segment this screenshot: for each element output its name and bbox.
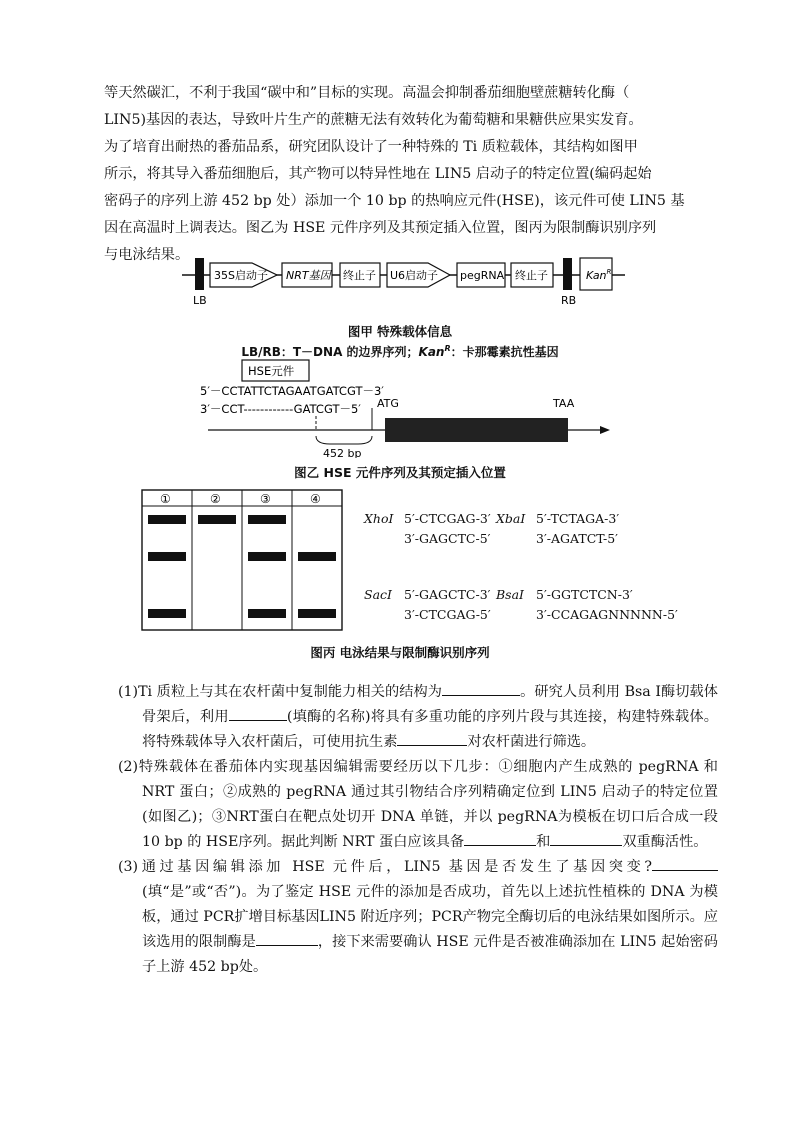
enzyme-seq-top: 5′-GAGCTC-3′: [404, 587, 491, 602]
nrt-gene-label: NRT基因: [286, 269, 331, 282]
intro-line: 所示，将其导入番茄细胞后，其产物可以特异性地在 LIN5 启动子的特定位置(编码起始: [104, 166, 652, 182]
q1-text-a: (1)Ti 质粒上与其在农杆菌中复制能力相关的结构为: [118, 684, 443, 700]
legend-kan: Kan: [418, 345, 445, 359]
q2-text-c: 双重酶活性。: [622, 834, 708, 850]
enzyme-xbai: [496, 507, 656, 557]
q2-blank-1[interactable]: [464, 831, 536, 846]
pegrna-label: pegRNA: [460, 269, 505, 282]
intro-line: 与电泳结果。: [104, 247, 190, 263]
q1-blank-1[interactable]: [442, 681, 520, 696]
q1-blank-3[interactable]: [397, 731, 467, 746]
enzyme-name: XhoⅠ: [364, 511, 394, 526]
gel-band: [248, 609, 286, 618]
enzyme-seq-bottom: 3′-AGATCT-5′: [536, 531, 619, 546]
gel-band: [248, 515, 286, 524]
lane-4-label: ④: [310, 492, 321, 506]
q1-text-d: 对农杆菌进行筛选。: [467, 734, 596, 750]
hse-seq-top: 5′－CCTATTCTAGAATGATCGT－3′: [200, 384, 384, 398]
q3-text-c: ，接下来需要确认 HSE 元件是否被准确添加在 LIN5 起始密码子上游 452 bp处。: [142, 934, 718, 975]
lb-label: LB: [193, 294, 207, 307]
figure-a-vector-map: [0, 250, 800, 312]
kan-gene-label: Kan: [586, 269, 607, 282]
q2-text-a: (2)特殊载体在番茄体内实现基因编辑需要经历以下几步：①细胞内产生成熟的 pegRNA 和 NRT 蛋白；②成熟的 pegRNA 通过其引物结合序列精确定位到 LIN5 启动子的特定位置(如图乙)；③NRT蛋白在靶点处切开 DNA 单链，并以 pegRNA为模板在切口后合成一段 10 bp 的 HSE序列。据此判断 NRT 蛋白应该具备: [118, 759, 718, 850]
q2-blank-2[interactable]: [550, 831, 622, 846]
figure-b-caption: 图乙 HSE 元件序列及其预定插入位置: [294, 465, 506, 480]
enzyme-seq-top: 5′-GGTCTCN-3′: [536, 587, 633, 602]
lb-border: [195, 258, 204, 290]
rb-label: RB: [561, 294, 577, 307]
rb-border: [563, 258, 572, 290]
legend-text: LB/RB：T－DNA 的边界序列；: [241, 345, 419, 359]
figure-c-caption: 图丙 电泳结果与限制酶识别序列: [310, 645, 490, 660]
atg-label: ATG: [377, 397, 399, 410]
promoter-35s-label: 35S启动子: [214, 269, 268, 282]
lane-2-label: ②: [210, 492, 221, 506]
enzyme-xhoi: [364, 507, 504, 557]
taa-label: TAA: [553, 397, 575, 410]
enzyme-seq-top: 5′-CTCGAG-3′: [404, 511, 491, 526]
terminator-1-label: 终止子: [343, 269, 376, 282]
gel-band: [198, 515, 236, 524]
gene-coding-region: [385, 418, 568, 442]
enzyme-name: SacⅠ: [364, 587, 392, 602]
figure-a-caption: 图甲 特殊载体信息: [347, 324, 453, 339]
enzyme-seq-bottom: 3′-CCAGAGNNNNN-5′: [536, 607, 678, 622]
enzyme-bsai: [496, 583, 676, 633]
enzyme-name: XbaⅠ: [496, 511, 526, 526]
q1-text-c: (填酶的名称)将具有多重功能的序列片段与其连接，构建特殊载体。将特殊载体导入农杆菌后，可使用抗生素: [142, 709, 718, 750]
lane-1-label: ①: [160, 492, 171, 506]
enzyme-seq-top: 5′-TCTAGA-3′: [536, 511, 620, 526]
intro-line: 密码子的序列上游 452 bp 处）添加一个 10 bp 的热响应元件(HSE)，该元件可使 LIN5 基: [104, 193, 685, 209]
gel-band: [148, 515, 186, 524]
q3-text-a: (3)通过基因编辑添加 HSE 元件后，LIN5 基因是否发生了基因突变?: [118, 859, 652, 875]
legend-tail: ：卡那霉素抗性基因: [450, 345, 559, 359]
question-3: [118, 855, 718, 980]
gel-band: [298, 552, 336, 561]
gel-band: [248, 552, 286, 561]
q3-blank-2[interactable]: [256, 931, 318, 946]
q3-blank-1[interactable]: [652, 856, 718, 871]
intro-line: 等天然碳汇，不利于我国“碳中和”目标的实现。高温会抑制番茄细胞壁蔗糖转化酶（: [104, 85, 630, 101]
enzyme-seq-bottom: 3′-GAGCTC-5′: [404, 531, 491, 546]
q1-text-b: 。研究人员利用 Bsa Ⅰ酶切载体骨架后，利用: [142, 684, 718, 725]
gel-band: [148, 609, 186, 618]
q2-text-b: 和: [536, 834, 551, 850]
intro-line: 因在高温时上调表达。图乙为 HSE 元件序列及其预定插入位置，图丙为限制酶识别序列: [104, 220, 657, 236]
enzyme-saci: [364, 583, 504, 633]
legend-kan-sup: R: [444, 344, 451, 353]
intro-line: LIN5)基因的表达，导致叶片生产的蔗糖无法有效转化为葡萄糖和果糖供应果实发育。: [104, 112, 643, 128]
gel-band: [298, 609, 336, 618]
questions: [118, 680, 718, 980]
q1-blank-2[interactable]: [229, 706, 287, 721]
figure-b-hse-insertion: [0, 358, 800, 458]
kan-gene-sup: R: [606, 268, 612, 276]
dna-arrowhead: [600, 426, 610, 434]
gel-band: [148, 552, 186, 561]
question-2: [118, 755, 718, 855]
hse-label: HSE元件: [248, 364, 295, 378]
lane-3-label: ③: [260, 492, 271, 506]
hse-seq-bottom: 3′－CCT------------GATCGT－5′: [200, 402, 361, 416]
intro-paragraph: [104, 80, 714, 269]
promoter-u6-label: U6启动子: [390, 269, 439, 282]
intro-line: 为了培育出耐热的番茄品系，研究团队设计了一种特殊的 Ti 质粒载体，其结构如图甲: [104, 139, 638, 155]
q3-text-b: (填“是”或“否”)。为了鉴定 HSE 元件的添加是否成功，首先以上述抗性植株的 DNA 为模板，通过 PCR扩增目标基因LIN5 附近序列；PCR产物完全酶切后的电泳结果如图所示。应该选用的限制酶是: [142, 884, 718, 950]
enzyme-name: BsaⅠ: [496, 587, 524, 602]
distance-label: 452 bp: [323, 447, 362, 458]
distance-bracket: [316, 436, 372, 444]
question-1: [118, 680, 718, 755]
enzyme-seq-bottom: 3′-CTCGAG-5′: [404, 607, 491, 622]
terminator-2-label: 终止子: [515, 269, 548, 282]
